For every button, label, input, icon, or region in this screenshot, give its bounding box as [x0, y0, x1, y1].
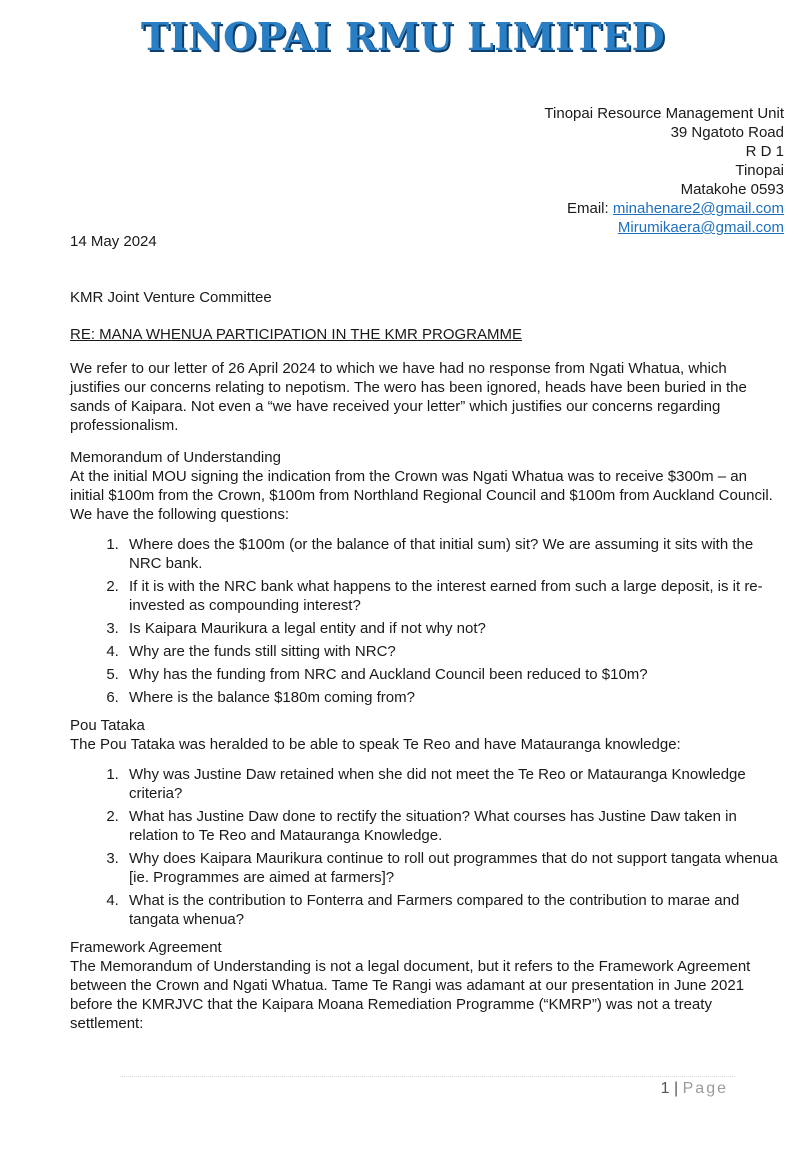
recipient: KMR Joint Venture Committee [70, 289, 272, 306]
mou-questions-list [70, 535, 780, 707]
sender-address [544, 104, 784, 237]
email-label: Email: [567, 200, 609, 217]
page-label: Page [682, 1080, 728, 1097]
section-heading-mou: Memorandum of Understanding [70, 449, 281, 466]
company-logo: TINOPAI RMU LIMITED [140, 14, 666, 59]
list-item: 1. Why was Justine Daw retained when she did not meet the Te Reo or Matauranga Knowledge criteria? [123, 765, 780, 803]
email-row [544, 199, 784, 218]
email-link-1[interactable]: minahenare2@gmail.com [612, 200, 784, 217]
page-separator: | [674, 1080, 679, 1097]
list-item: 4. Why are the funds still sitting with NRC? [123, 642, 780, 661]
list-item: 3. Why does Kaipara Maurikura continue to roll out programmes that do not support tangata whenua [ie. Programmes are aimed at farmers]? [123, 849, 780, 887]
letter-body [70, 359, 780, 1033]
address-line: R D 1 [745, 143, 784, 160]
page-number [661, 1080, 728, 1098]
pou-questions-list [70, 765, 780, 929]
list-item: 3. Is Kaipara Maurikura a legal entity and if not why not? [123, 619, 780, 638]
list-item: 6. Where is the balance $180m coming from? [123, 688, 780, 707]
list-item: 4. What is the contribution to Fonterra and Farmers compared to the contribution to marae and tangata whenua? [123, 891, 780, 929]
section-text-framework: The Memorandum of Understanding is not a legal document, but it refers to the Framework Agreement between the Crown and Ngati Whatua. Tame Te Rangi was adamant at our presentation in June 2021 before the KMRJVC that the Kaipara Moana Remediation Programme (“KMRP”) was not a treaty settlement: [70, 958, 751, 1032]
letter-date: 14 May 2024 [70, 233, 157, 250]
section-text-pou: The Pou Tataka was heralded to be able to speak Te Reo and have Matauranga knowledge: [70, 736, 681, 753]
section-text-mou: At the initial MOU signing the indication from the Crown was Ngati Whatua was to receive $300m – an initial $100m from the Crown, $100m from Northland Regional Council and $100m from Auckland Council. We have the following questions: [70, 468, 773, 523]
section-heading-pou: Pou Tataka [70, 717, 145, 734]
email-link-2[interactable]: Mirumikaera@gmail.com [617, 219, 784, 236]
list-item: 1. Where does the $100m (or the balance of that initial sum) sit? We are assuming it sits with the NRC bank. [123, 535, 780, 573]
list-item: 5. Why has the funding from NRC and Auckland Council been reduced to $10m? [123, 665, 780, 684]
address-line: Matakohe 0593 [680, 181, 784, 198]
address-line: Tinopai [735, 162, 784, 179]
list-item: 2. What has Justine Daw done to rectify the situation? What courses has Justine Daw taken in relation to Te Reo and Matauranga Knowledge. [123, 807, 780, 845]
subject-line: RE: MANA WHENUA PARTICIPATION IN THE KMR PROGRAMME [70, 326, 522, 343]
footer-divider [120, 1076, 735, 1077]
page-number-value: 1 [660, 1080, 670, 1097]
address-line: 39 Ngatoto Road [670, 124, 784, 141]
section-heading-framework: Framework Agreement [70, 939, 222, 956]
list-item: 2. If it is with the NRC bank what happens to the interest earned from such a large deposit, is it re-invested as compounding interest? [123, 577, 780, 615]
intro-paragraph: We refer to our letter of 26 April 2024 to which we have had no response from Ngati Whatua, which justifies our concerns relating to nepotism. The wero has been ignored, heads have been buried in the sands of Kaipara. Not even a “we have received your letter” which justifies our concerns regarding professionalism. [70, 360, 747, 434]
address-line: Tinopai Resource Management Unit [544, 105, 784, 122]
email-row [544, 218, 784, 237]
